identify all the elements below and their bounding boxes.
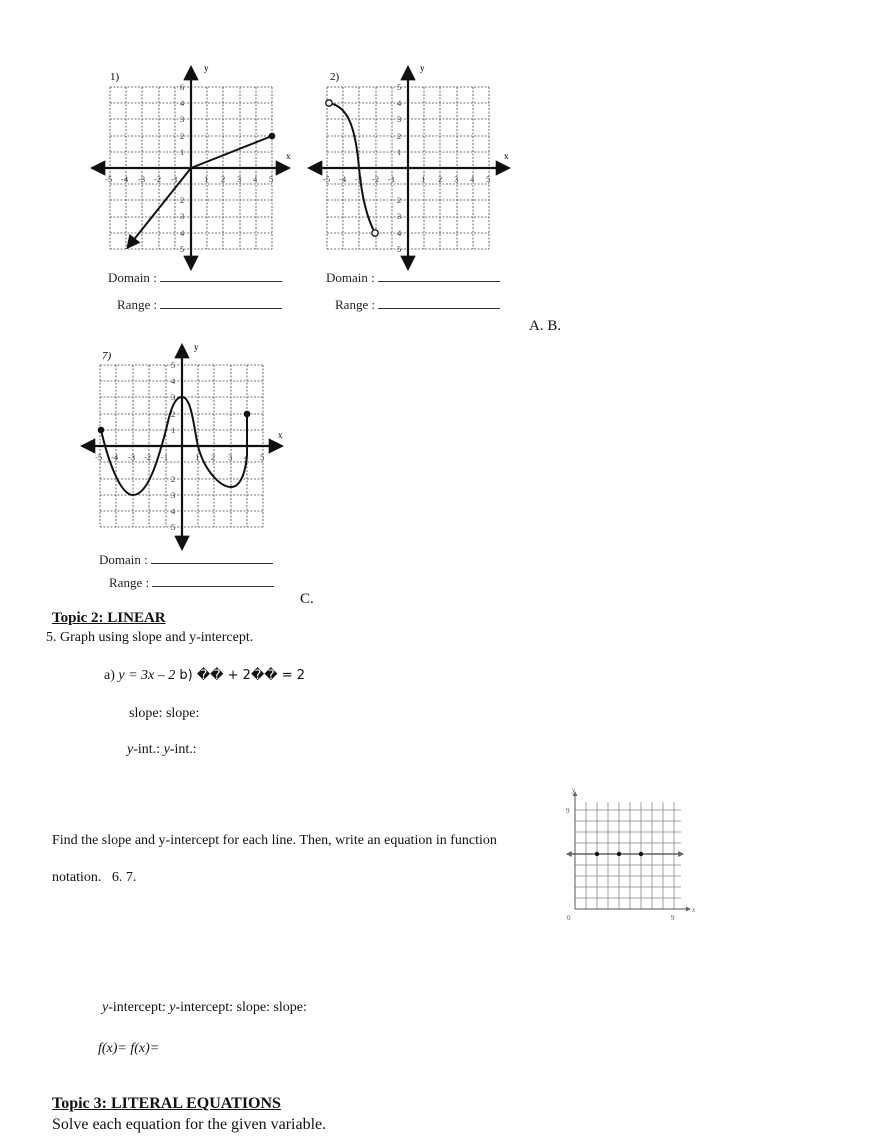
svg-text:-1: -1 bbox=[388, 174, 396, 184]
svg-text:5: 5 bbox=[171, 522, 176, 532]
svg-text:4: 4 bbox=[470, 174, 475, 184]
svg-text:1: 1 bbox=[171, 425, 176, 435]
graph-2 bbox=[300, 60, 530, 320]
svg-text:3: 3 bbox=[454, 174, 459, 184]
svg-text:-4: -4 bbox=[121, 174, 129, 184]
graph-2-domain: Domain : bbox=[326, 270, 500, 286]
svg-text:x: x bbox=[286, 151, 291, 161]
graph-7 bbox=[70, 340, 330, 600]
svg-text:3: 3 bbox=[397, 114, 402, 124]
svg-text:5: 5 bbox=[171, 360, 176, 370]
graph-1-range: Range : bbox=[117, 297, 282, 313]
graph-1 bbox=[80, 60, 310, 320]
svg-text:x: x bbox=[504, 151, 509, 161]
svg-text:2: 2 bbox=[180, 195, 185, 205]
svg-text:2: 2 bbox=[397, 195, 402, 205]
svg-text:3: 3 bbox=[180, 211, 185, 221]
svg-text:-4: -4 bbox=[339, 174, 347, 184]
svg-text:-2: -2 bbox=[372, 174, 380, 184]
svg-text:4: 4 bbox=[171, 376, 176, 386]
svg-text:9: 9 bbox=[671, 914, 675, 922]
graph-7-range: Range : bbox=[109, 575, 274, 591]
graph-7-range-blank[interactable] bbox=[152, 586, 274, 587]
svg-text:5: 5 bbox=[397, 244, 402, 254]
graph-2-range: Range : bbox=[335, 297, 500, 313]
svg-text:2: 2 bbox=[171, 474, 176, 484]
graph-2-domain-blank[interactable] bbox=[378, 281, 500, 282]
svg-text:4: 4 bbox=[397, 98, 402, 108]
svg-text:3: 3 bbox=[180, 114, 185, 124]
svg-text:y: y bbox=[420, 63, 425, 73]
graph-7-domain: Domain : bbox=[99, 552, 273, 568]
svg-text:3: 3 bbox=[171, 490, 176, 500]
svg-text:5: 5 bbox=[180, 244, 185, 254]
topic-3-instructions: Solve each equation for the given variable. bbox=[52, 1116, 327, 1133]
graph-7-domain-blank[interactable] bbox=[151, 563, 273, 564]
svg-text:y: y bbox=[204, 63, 209, 73]
graph-1-domain: Domain : bbox=[108, 270, 282, 286]
svg-text:3: 3 bbox=[237, 174, 242, 184]
svg-text:-1: -1 bbox=[171, 174, 179, 184]
svg-text:7): 7) bbox=[102, 350, 112, 362]
instructions-line-1: Find the slope and y-intercept for each line. Then, write an equation in function bbox=[52, 833, 497, 848]
svg-text:2: 2 bbox=[171, 409, 176, 419]
svg-text:1): 1) bbox=[110, 71, 120, 83]
instructions-line-2: notation. 6. 7. bbox=[52, 870, 137, 885]
question-5-parts: a) y = 3x – 2 b) �� + 2�� = 2 bbox=[104, 668, 306, 683]
svg-text:-3: -3 bbox=[128, 452, 136, 462]
label-ab: A. B. bbox=[529, 318, 562, 334]
y-int-labels: y-int.: y-int.: bbox=[127, 742, 197, 757]
svg-text:-5: -5 bbox=[105, 174, 113, 184]
svg-text:4: 4 bbox=[180, 228, 185, 238]
svg-text:4: 4 bbox=[244, 452, 249, 462]
svg-text:0: 0 bbox=[567, 914, 571, 922]
svg-text:1: 1 bbox=[421, 174, 426, 184]
svg-text:-3: -3 bbox=[355, 174, 363, 184]
small-graph-plot bbox=[555, 780, 705, 925]
graph-1-range-blank[interactable] bbox=[160, 308, 282, 309]
svg-text:1: 1 bbox=[204, 174, 209, 184]
svg-text:5: 5 bbox=[269, 174, 274, 184]
svg-text:-1: -1 bbox=[161, 452, 169, 462]
svg-text:x: x bbox=[278, 430, 283, 440]
svg-text:9: 9 bbox=[566, 807, 570, 815]
function-notation-labels: f(x)= f(x)= bbox=[98, 1041, 160, 1056]
topic-2-heading: Topic 2: LINEAR bbox=[52, 610, 166, 626]
svg-text:x: x bbox=[692, 906, 696, 914]
svg-text:2: 2 bbox=[397, 131, 402, 141]
svg-text:5: 5 bbox=[397, 82, 402, 92]
svg-text:-3: -3 bbox=[138, 174, 146, 184]
svg-text:-5: -5 bbox=[95, 452, 103, 462]
svg-text:y: y bbox=[572, 786, 576, 794]
svg-text:-4: -4 bbox=[111, 452, 119, 462]
svg-text:4: 4 bbox=[171, 506, 176, 516]
svg-text:-2: -2 bbox=[144, 452, 152, 462]
svg-text:3: 3 bbox=[171, 392, 176, 402]
slope-labels: slope: slope: bbox=[129, 706, 200, 721]
svg-text:2: 2 bbox=[438, 174, 443, 184]
question-5: 5. Graph using slope and y-intercept. bbox=[46, 630, 254, 645]
svg-text:1: 1 bbox=[180, 147, 185, 157]
svg-text:4: 4 bbox=[397, 228, 402, 238]
label-c: C. bbox=[300, 591, 314, 607]
svg-text:2: 2 bbox=[221, 174, 226, 184]
svg-text:-5: -5 bbox=[323, 174, 331, 184]
svg-text:y: y bbox=[194, 342, 199, 352]
svg-text:1: 1 bbox=[195, 452, 200, 462]
svg-text:4: 4 bbox=[180, 98, 185, 108]
small-graph bbox=[555, 780, 705, 925]
svg-text:4: 4 bbox=[253, 174, 258, 184]
svg-text:3: 3 bbox=[228, 452, 233, 462]
graph-2-range-blank[interactable] bbox=[378, 308, 500, 309]
svg-text:2): 2) bbox=[330, 71, 340, 83]
svg-text:-2: -2 bbox=[154, 174, 162, 184]
graph-1-domain-blank[interactable] bbox=[160, 281, 282, 282]
svg-text:5: 5 bbox=[260, 452, 265, 462]
svg-text:2: 2 bbox=[180, 131, 185, 141]
svg-text:2: 2 bbox=[211, 452, 216, 462]
svg-text:1: 1 bbox=[397, 147, 402, 157]
svg-text:3: 3 bbox=[397, 211, 402, 221]
svg-text:6: 6 bbox=[180, 82, 185, 92]
svg-text:5: 5 bbox=[486, 174, 491, 184]
answer-labels: y-intercept: y-intercept: slope: slope: bbox=[102, 1000, 307, 1015]
topic-3-heading: Topic 3: LITERAL EQUATIONS bbox=[52, 1095, 281, 1112]
